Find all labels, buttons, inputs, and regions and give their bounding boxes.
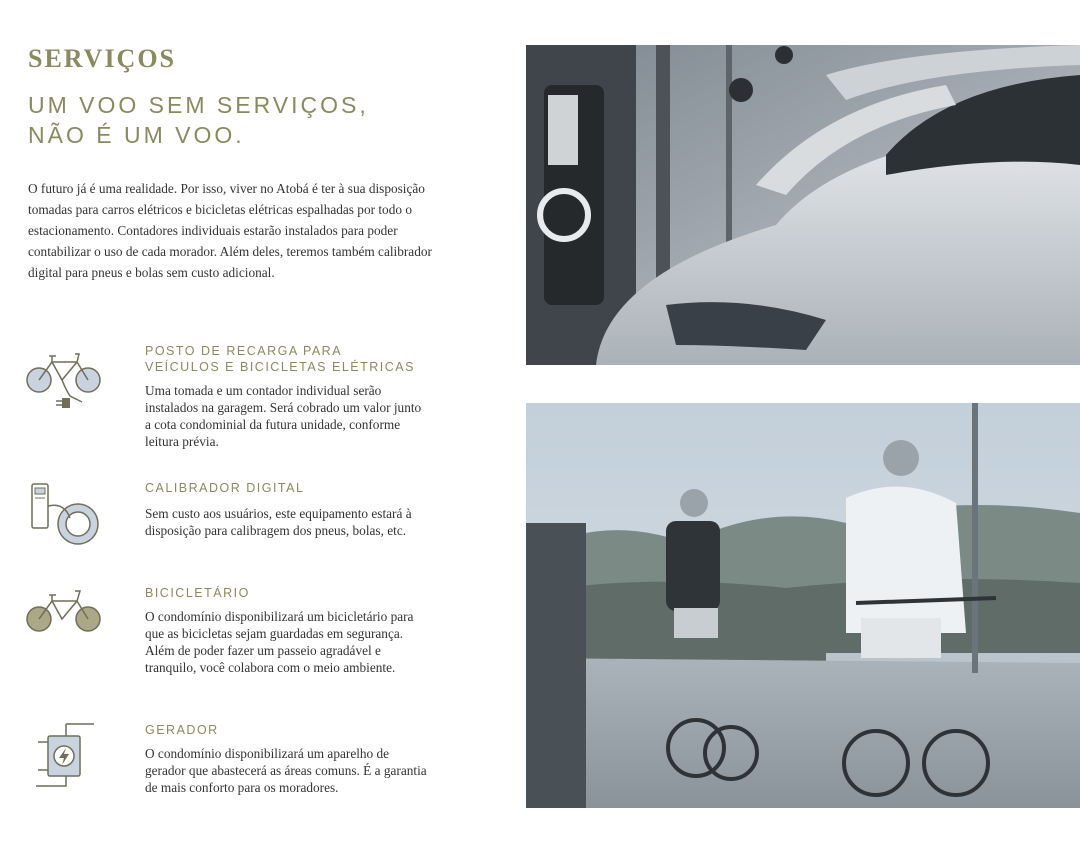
electric-cars-charging-photo <box>526 45 1080 365</box>
service-description: O condomínio disponibilizará um bicicletário para que as bicicletas sejam guardadas em segurança. Além de poder fazer um passeio agradável e tranquilo, você colabora com o meio ambiente. <box>145 609 414 675</box>
service-title-line: POSTO DE RECARGA PARA <box>145 344 343 358</box>
intro-paragraph: O futuro já é uma realidade. Por isso, viver no Atobá é ter à sua disposição tomadas para carros elétricos e bicicletas elétricas espalhadas por todo o estacionamento. Contadores individuais estarão instalados para poder contabilizar o uso de cada morador. Além deles, teremos também calibrador digital para pneus e bolas sem custo adicional. <box>28 181 432 280</box>
section-kicker: SERVIÇOS <box>28 44 177 73</box>
generator-icon <box>22 720 106 797</box>
bicycle-icon <box>22 583 106 644</box>
section-headline <box>28 90 498 150</box>
ebike-charger-icon <box>22 344 106 423</box>
service-title <box>145 722 445 738</box>
service-description: O condomínio disponibilizará um aparelho de gerador que abastecerá as áreas comuns. É a garantia de mais conforto para os moradores. <box>145 746 427 795</box>
service-title-line: CALIBRADOR DIGITAL <box>145 481 305 495</box>
service-title-line: BICICLETÁRIO <box>145 586 250 600</box>
service-title <box>145 585 445 601</box>
service-title-line: VEÍCULOS E BICICLETAS ELÉTRICAS <box>145 360 415 374</box>
service-title <box>145 343 445 375</box>
service-title <box>145 480 445 496</box>
cyclists-on-waterfront-photo <box>526 403 1080 808</box>
service-title-line: GERADOR <box>145 723 219 737</box>
tire-calibrator-icon <box>22 480 106 557</box>
headline-line-1: UM VOO SEM SERVIÇOS, <box>28 92 369 118</box>
service-description: Sem custo aos usuários, este equipamento estará à disposição para calibragem dos pneus, bolas, etc. <box>145 506 412 538</box>
service-description: Uma tomada e um contador individual serão instalados na garagem. Será cobrado um valor junto a cota condominial da futura unidade, conforme leitura prévia. <box>145 383 422 449</box>
headline-line-2: NÃO É UM VOO. <box>28 122 245 148</box>
